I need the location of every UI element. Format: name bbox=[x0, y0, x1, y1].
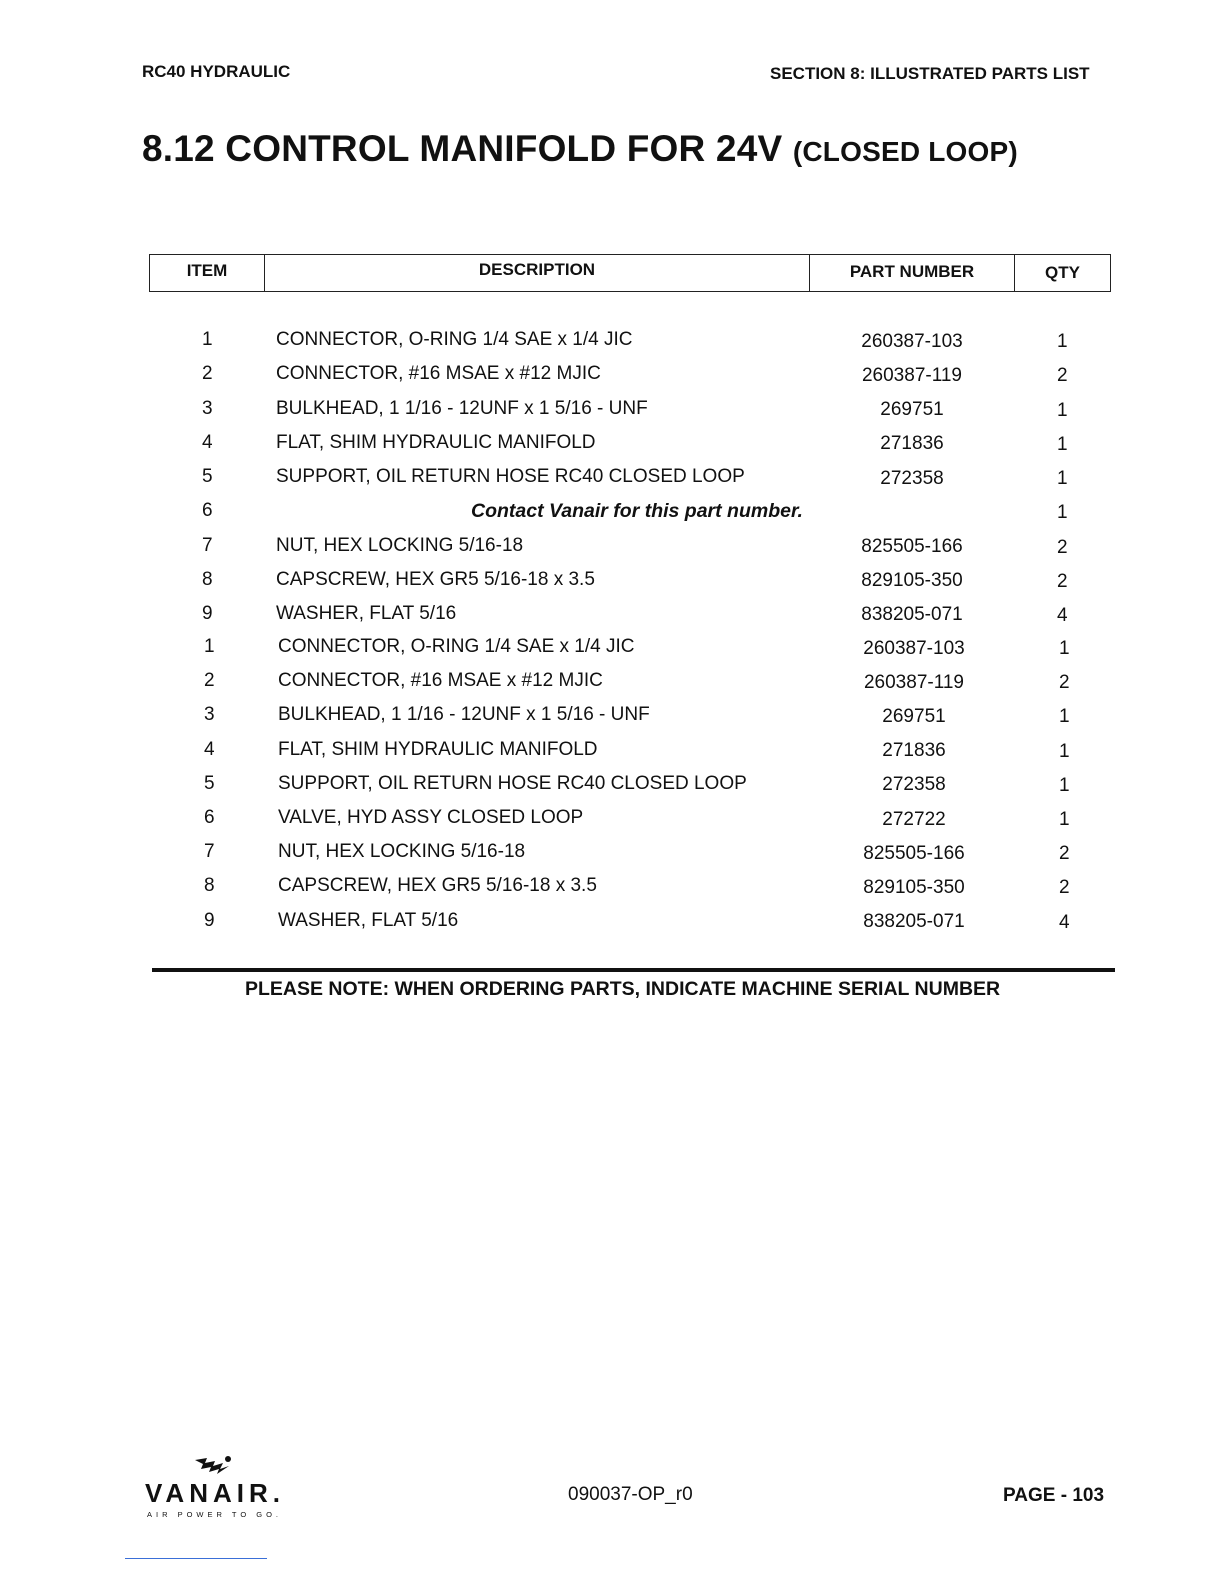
row-qty: 1 bbox=[1059, 638, 1070, 659]
row-part-number: 260387-103 bbox=[861, 331, 963, 352]
row-description: FLAT, SHIM HYDRAULIC MANIFOLD bbox=[276, 431, 596, 453]
ordering-note: PLEASE NOTE: WHEN ORDERING PARTS, INDICATE MACHINE SERIAL NUMBER bbox=[245, 978, 1001, 1000]
row-description-note: Contact Vanair for this part number. bbox=[471, 500, 803, 523]
row-description: CONNECTOR, O-RING 1/4 SAE x 1/4 JIC bbox=[278, 636, 635, 657]
row-description: WASHER, FLAT 5/16 bbox=[276, 603, 457, 624]
vanair-logo bbox=[145, 1454, 305, 1524]
row-qty: 1 bbox=[1057, 468, 1068, 489]
row-qty: 1 bbox=[1059, 740, 1070, 762]
vanair-mark-icon bbox=[193, 1454, 233, 1476]
row-qty: 4 bbox=[1057, 605, 1068, 626]
row-qty: 2 bbox=[1057, 365, 1068, 387]
row-part-number: 825505-166 bbox=[863, 842, 965, 864]
row-description: CAPSCREW, HEX GR5 5/16-18 x 3.5 bbox=[276, 568, 595, 590]
row-qty: 2 bbox=[1059, 877, 1070, 899]
row-qty: 1 bbox=[1059, 706, 1070, 728]
row-item: 3 bbox=[204, 704, 215, 726]
header-qty: QTY bbox=[1014, 254, 1111, 292]
row-item: 5 bbox=[202, 466, 213, 487]
row-description: CAPSCREW, HEX GR5 5/16-18 x 3.5 bbox=[278, 875, 597, 897]
header-part-number: PART NUMBER bbox=[809, 254, 1015, 292]
row-item: 7 bbox=[202, 534, 213, 556]
logo-tagline: AIR POWER TO GO. bbox=[147, 1510, 282, 1519]
row-part-number: 271836 bbox=[880, 433, 944, 455]
row-qty: 2 bbox=[1059, 843, 1070, 865]
row-item: 3 bbox=[202, 397, 213, 419]
row-part-number: 829105-350 bbox=[863, 876, 965, 898]
row-part-number: 269751 bbox=[880, 399, 944, 421]
row-qty: 4 bbox=[1059, 911, 1070, 933]
row-item: 6 bbox=[202, 500, 213, 522]
row-description: FLAT, SHIM HYDRAULIC MANIFOLD bbox=[278, 738, 598, 760]
row-item: 4 bbox=[204, 738, 215, 760]
row-item: 4 bbox=[202, 431, 213, 453]
row-qty: 1 bbox=[1057, 433, 1068, 455]
title-main: 8.12 CONTROL MANIFOLD FOR 24V bbox=[142, 128, 783, 169]
header-right: SECTION 8: ILLUSTRATED PARTS LIST bbox=[770, 64, 1090, 83]
row-description: NUT, HEX LOCKING 5/16-18 bbox=[276, 534, 524, 556]
row-item: 5 bbox=[204, 772, 215, 794]
page-number: PAGE - 103 bbox=[1003, 1485, 1105, 1506]
row-item: 7 bbox=[204, 841, 215, 863]
row-description: CONNECTOR, O-RING 1/4 SAE x 1/4 JIC bbox=[276, 329, 633, 350]
row-qty: 2 bbox=[1059, 672, 1070, 694]
row-qty: 2 bbox=[1057, 536, 1068, 558]
row-qty: 1 bbox=[1059, 774, 1070, 796]
row-item: 1 bbox=[204, 636, 215, 657]
row-item: 9 bbox=[202, 603, 213, 624]
row-item: 6 bbox=[204, 807, 215, 828]
row-part-number: 271836 bbox=[882, 740, 946, 762]
row-item: 1 bbox=[202, 329, 213, 350]
row-qty: 1 bbox=[1057, 331, 1068, 352]
logo-wordmark: VANAIR. bbox=[145, 1478, 285, 1508]
row-description: VALVE, HYD ASSY CLOSED LOOP bbox=[278, 807, 584, 828]
page-title bbox=[142, 128, 1018, 170]
row-item: 9 bbox=[204, 909, 215, 931]
row-item: 2 bbox=[204, 670, 215, 692]
header-item: ITEM bbox=[149, 254, 265, 292]
row-description: SUPPORT, OIL RETURN HOSE RC40 CLOSED LOOP bbox=[278, 772, 747, 794]
row-description: NUT, HEX LOCKING 5/16-18 bbox=[278, 841, 526, 863]
row-description: WASHER, FLAT 5/16 bbox=[278, 909, 459, 931]
row-part-number: 272722 bbox=[882, 808, 946, 830]
row-part-number: 260387-119 bbox=[861, 365, 963, 387]
row-part-number: 269751 bbox=[882, 706, 946, 728]
row-part-number: 260387-103 bbox=[863, 638, 965, 659]
row-item: 8 bbox=[204, 875, 215, 897]
row-description: CONNECTOR, #16 MSAE x #12 MJIC bbox=[278, 670, 603, 692]
divider bbox=[152, 968, 1115, 972]
header-left: RC40 HYDRAULIC bbox=[142, 62, 291, 81]
row-qty: 1 bbox=[1059, 809, 1070, 830]
row-part-number: 838205-071 bbox=[863, 910, 965, 932]
title-sub: (CLOSED LOOP) bbox=[792, 136, 1018, 167]
row-item: 2 bbox=[202, 363, 213, 385]
row-description: CONNECTOR, #16 MSAE x #12 MJIC bbox=[276, 363, 601, 385]
row-qty: 1 bbox=[1057, 502, 1068, 524]
link-underline bbox=[125, 1558, 267, 1559]
row-part-number: 272358 bbox=[882, 774, 946, 796]
row-qty: 2 bbox=[1057, 570, 1068, 592]
row-part-number: 838205-071 bbox=[861, 604, 963, 626]
row-item: 8 bbox=[202, 568, 213, 590]
row-description: BULKHEAD, 1 1/16 - 12UNF x 1 5/16 - UNF bbox=[278, 704, 650, 726]
row-part-number: 825505-166 bbox=[861, 535, 963, 557]
row-qty: 1 bbox=[1057, 399, 1068, 421]
row-part-number: 272358 bbox=[880, 467, 944, 489]
row-description: SUPPORT, OIL RETURN HOSE RC40 CLOSED LOOP bbox=[276, 466, 745, 487]
header-description: DESCRIPTION bbox=[264, 254, 810, 292]
document-id: 090037-OP_r0 bbox=[568, 1484, 693, 1505]
row-description: BULKHEAD, 1 1/16 - 12UNF x 1 5/16 - UNF bbox=[276, 397, 648, 419]
row-part-number: 829105-350 bbox=[861, 570, 963, 592]
row-part-number: 260387-119 bbox=[863, 672, 965, 694]
